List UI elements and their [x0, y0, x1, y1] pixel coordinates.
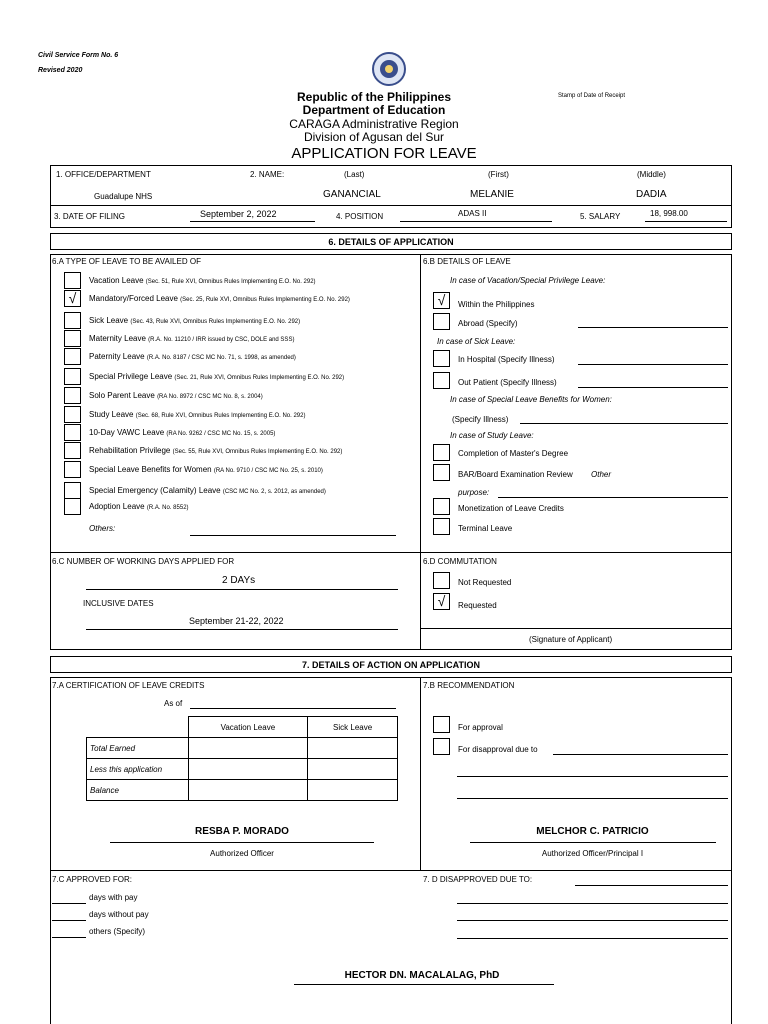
middle-name-value[interactable]: DADIA — [636, 189, 667, 200]
out-patient-checkbox[interactable] — [433, 372, 450, 389]
leave-type-name: Special Emergency (Calamity) Leave — [89, 486, 221, 495]
header-department: Department of Education — [302, 103, 446, 117]
for-approval-checkbox[interactable] — [433, 716, 450, 733]
for-approval-label: For approval — [458, 723, 503, 732]
leave-type-checkbox[interactable] — [64, 330, 81, 347]
sick-leave-col: Sick Leave — [308, 717, 398, 738]
balance-sick[interactable] — [308, 780, 398, 801]
leave-type-checkbox[interactable] — [64, 461, 81, 478]
leave-type-item — [89, 334, 294, 343]
masters-degree-checkbox[interactable] — [433, 444, 450, 461]
last-name-label: (Last) — [344, 170, 365, 179]
type-of-leave-label: 6.A TYPE OF LEAVE TO BE AVAILED OF — [52, 257, 201, 266]
in-hospital-checkbox[interactable] — [433, 350, 450, 367]
bar-review-checkbox[interactable] — [433, 464, 450, 481]
first-name-value[interactable]: MELANIE — [470, 189, 514, 200]
authorized-officer-name: RESBA P. MORADO — [195, 826, 289, 837]
header-region: CARAGA Administrative Region — [289, 117, 459, 131]
principal-title: Authorized Officer/Principal I — [541, 849, 644, 858]
signature-applicant-label: (Signature of Applicant) — [529, 635, 613, 644]
leave-type-reference: (Sec. 51, Rule XVI, Omnibus Rules Implementing E.O. No. 292) — [145, 279, 316, 285]
position-label: 4. POSITION — [336, 212, 384, 221]
salary-value[interactable]: 18, 998.00 — [650, 209, 688, 218]
terminal-leave-checkbox[interactable] — [433, 518, 450, 535]
principal-name: MELCHOR C. PATRICIO — [536, 826, 649, 837]
section6-header: 6. DETAILS OF APPLICATION — [328, 237, 454, 247]
leave-type-name: Rehabilitation Privilege — [89, 446, 171, 455]
office-value[interactable]: Guadalupe NHS — [94, 192, 153, 201]
leave-type-reference: (Sec. 55, Rule XVI, Omnibus Rules Implementing E.O. No. 292) — [172, 449, 343, 455]
for-disapproval-label: For disapproval due to — [458, 745, 538, 754]
leave-type-item — [89, 316, 300, 325]
leave-type-reference: (Sec. 25, Rule XVI, Omnibus Rules Implementing E.O. No. 292) — [180, 297, 350, 303]
date-filing-label: 3. DATE OF FILING — [54, 212, 125, 221]
leave-type-item — [89, 502, 189, 511]
working-days-value[interactable]: 2 DAYs — [222, 575, 256, 586]
in-hospital-label: In Hospital (Specify Illness) — [458, 355, 555, 364]
salary-label: 5. SALARY — [580, 212, 621, 221]
vacation-case-heading: In case of Vacation/Special Privilege Leave: — [450, 276, 606, 285]
leave-type-item — [89, 391, 263, 400]
leave-type-reference: (RA No. 8972 / CSC MC No. 8, s. 2004) — [157, 394, 263, 400]
leave-type-checkbox[interactable] — [64, 498, 81, 515]
women-case-heading: In case of Special Leave Benefits for Women: — [450, 395, 612, 404]
leave-type-checkbox[interactable] — [64, 424, 81, 441]
inclusive-dates-label: INCLUSIVE DATES — [83, 599, 154, 608]
leave-type-checkbox[interactable] — [64, 482, 81, 499]
leave-type-checkbox[interactable] — [64, 406, 81, 423]
bar-review-label: BAR/Board Examination Review — [458, 470, 573, 479]
authorized-officer-title: Authorized Officer — [210, 849, 274, 858]
requested-checkbox[interactable]: √ — [433, 593, 450, 610]
leave-type-name: Paternity Leave — [89, 352, 145, 361]
leave-type-checkbox[interactable]: √ — [64, 290, 81, 307]
leave-type-reference: (R.A. No. 11210 / IRR issued by CSC, DOLE and SSS) — [148, 337, 295, 343]
others-specify-label: others (Specify) — [89, 927, 146, 936]
working-days-label: 6.C NUMBER OF WORKING DAYS APPLIED FOR — [52, 557, 235, 566]
form-number: Civil Service Form No. 6 — [38, 52, 119, 59]
leave-type-name: Mandatory/Forced Leave — [89, 294, 178, 303]
position-value[interactable]: ADAS II — [458, 209, 487, 218]
details-of-leave-label: 6.B DETAILS OF LEAVE — [423, 257, 511, 266]
total-earned-vacation[interactable] — [188, 738, 308, 759]
study-case-heading: In case of Study Leave: — [450, 431, 534, 440]
leave-type-checkbox[interactable] — [64, 368, 81, 385]
leave-type-reference: (R.A. No. 8552) — [146, 505, 189, 511]
out-patient-label: Out Patient (Specify Illness) — [458, 378, 557, 387]
less-application-sick[interactable] — [308, 759, 398, 780]
less-application-row: Less this application — [87, 759, 189, 780]
others-label: Others: — [89, 524, 116, 533]
form-title: APPLICATION FOR LEAVE — [291, 145, 477, 162]
masters-degree-label: Completion of Master's Degree — [458, 449, 569, 458]
leave-type-item — [89, 276, 316, 285]
not-requested-label: Not Requested — [458, 578, 512, 587]
deped-seal-logo — [372, 52, 406, 86]
leave-type-name: Study Leave — [89, 410, 134, 419]
leave-type-item — [89, 410, 305, 419]
abroad-label: Abroad (Specify) — [458, 319, 518, 328]
not-requested-checkbox[interactable] — [433, 572, 450, 589]
leave-type-name: Solo Parent Leave — [89, 391, 155, 400]
other-purpose-label: Other — [591, 470, 612, 479]
leave-type-name: Special Privilege Leave — [89, 372, 173, 381]
leave-type-name: Adoption Leave — [89, 502, 145, 511]
date-filing-value[interactable]: September 2, 2022 — [200, 209, 277, 219]
disapproved-due-label: 7. D DISAPPROVED DUE TO: — [423, 875, 533, 884]
leave-type-reference: (Sec. 21, Rule XVI, Omnibus Rules Implementing E.O. No. 292) — [174, 375, 345, 381]
commutation-label: 6.D COMMUTATION — [423, 557, 497, 566]
monetization-label: Monetization of Leave Credits — [458, 504, 564, 513]
leave-type-reference: (RA No. 9262 / CSC MC No. 15, s. 2005) — [166, 431, 276, 437]
header-division: Division of Agusan del Sur — [303, 130, 445, 144]
leave-type-checkbox[interactable] — [64, 312, 81, 329]
recommendation-label: 7.B RECOMMENDATION — [423, 681, 515, 690]
abroad-checkbox[interactable] — [433, 313, 450, 330]
final-signatory-name: HECTOR DN. MACALALAG, PhD — [344, 970, 500, 981]
leave-type-reference: (Sec. 68, Rule XVI, Omnibus Rules Implementing E.O. No. 292) — [135, 413, 306, 419]
balance-row: Balance — [87, 780, 189, 801]
middle-name-label: (Middle) — [637, 170, 666, 179]
receipt-stamp-label: Stamp of Date of Receipt — [558, 93, 626, 99]
leave-type-item — [89, 294, 350, 303]
leave-type-checkbox[interactable] — [64, 442, 81, 459]
leave-type-reference: (Sec. 43, Rule XVI, Omnibus Rules Implementing E.O. No. 292) — [130, 319, 301, 325]
terminal-leave-label: Terminal Leave — [458, 524, 513, 533]
first-name-label: (First) — [488, 170, 509, 179]
leave-type-item — [89, 465, 323, 474]
leave-type-name: Maternity Leave — [89, 334, 146, 343]
name-label: 2. NAME: — [250, 170, 285, 179]
for-disapproval-checkbox[interactable] — [433, 738, 450, 755]
leave-credits-label: 7.A CERTIFICATION OF LEAVE CREDITS — [52, 681, 205, 690]
total-earned-row: Total Earned — [87, 738, 189, 759]
days-with-pay-label: days with pay — [89, 893, 138, 902]
form-revision: Revised 2020 — [38, 67, 83, 74]
within-philippines-checkbox[interactable]: √ — [433, 292, 450, 309]
last-name-value[interactable]: GANANCIAL — [323, 189, 381, 200]
approved-for-label: 7.C APPROVED FOR: — [52, 875, 133, 884]
less-application-vacation[interactable] — [188, 759, 308, 780]
leave-type-name: Special Leave Benefits for Women — [89, 465, 212, 474]
leave-type-item — [89, 352, 296, 361]
section7-header: 7. DETAILS OF ACTION ON APPLICATION — [301, 660, 480, 670]
specify-illness-label: (Specify Illness) — [452, 415, 509, 424]
leave-type-item — [89, 446, 342, 455]
leave-type-reference: (R.A. No. 8187 / CSC MC No. 71, s. 1998, as amended) — [146, 355, 296, 361]
leave-credits-table — [86, 716, 398, 801]
sick-case-heading: In case of Sick Leave: — [437, 337, 516, 346]
monetization-checkbox[interactable] — [433, 498, 450, 515]
vacation-leave-col: Vacation Leave — [188, 717, 308, 738]
leave-type-item — [89, 486, 326, 495]
within-philippines-label: Within the Philippines — [458, 300, 535, 309]
leave-type-name: 10-Day VAWC Leave — [89, 428, 165, 437]
leave-type-checkbox[interactable] — [64, 387, 81, 404]
requested-label: Requested — [458, 601, 497, 610]
personal-info-box — [50, 165, 732, 228]
days-without-pay-label: days without pay — [89, 910, 149, 919]
purpose-label: purpose: — [458, 488, 490, 497]
leave-type-checkbox[interactable] — [64, 348, 81, 365]
office-label: 1. OFFICE/DEPARTMENT — [56, 170, 151, 179]
total-earned-sick[interactable] — [308, 738, 398, 759]
leave-type-name: Vacation Leave — [89, 276, 144, 285]
inclusive-dates-value[interactable]: September 21-22, 2022 — [189, 616, 284, 626]
balance-vacation[interactable] — [188, 780, 308, 801]
leave-type-item — [89, 372, 344, 381]
as-of-label: As of — [164, 699, 183, 708]
header-republic: Republic of the Philippines — [296, 90, 451, 104]
leave-type-reference: (RA No. 9710 / CSC MC No. 25, s. 2010) — [213, 468, 323, 474]
leave-type-reference: (CSC MC No. 2, s. 2012, as amended) — [222, 489, 326, 495]
leave-type-name: Sick Leave — [89, 316, 129, 325]
leave-type-checkbox[interactable] — [64, 272, 81, 289]
leave-type-item — [89, 428, 275, 437]
